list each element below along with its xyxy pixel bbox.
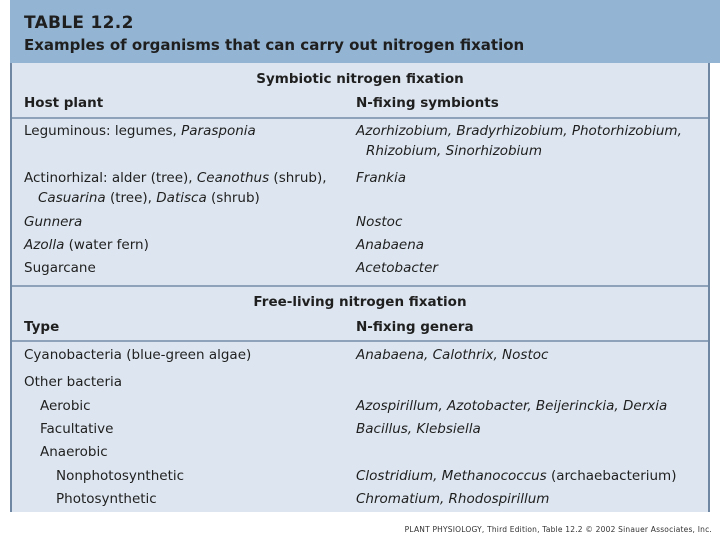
genera-photosynthetic: Chromatium, Rhodospirillum (356, 491, 550, 507)
symbiont-sugarcane: Acetobacter (356, 260, 438, 276)
symbiont-leguminous-line2: Rhizobium, Sinorhizobium (366, 143, 543, 159)
section-heading-symbiotic: Symbiotic nitrogen fixation (256, 71, 464, 87)
table-body (10, 63, 710, 512)
type-photosynthetic: Photosynthetic (56, 491, 157, 507)
type-cyanobacteria: Cyanobacteria (blue-green algae) (24, 347, 252, 363)
section-heading-free-living: Free-living nitrogen fixation (253, 294, 467, 310)
column-header-host-plant: Host plant (24, 95, 104, 111)
column-header-n-fixing-genera: N-fixing genera (356, 319, 474, 335)
symbiont-gunnera: Nostoc (356, 214, 403, 230)
divider (12, 117, 708, 119)
divider (12, 285, 708, 287)
table-title: Examples of organisms that can carry out nitrogen fixation (24, 36, 525, 54)
genera-cyanobacteria: Anabaena, Calothrix, Nostoc (356, 347, 549, 363)
type-nonphotosynthetic: Nonphotosynthetic (56, 468, 185, 484)
type-aerobic: Aerobic (40, 398, 91, 414)
column-header-type: Type (24, 319, 60, 335)
host-sugarcane: Sugarcane (24, 260, 96, 276)
host-actinorhizal-line1: Actinorhizal: alder (tree), Ceanothus (shrub), (24, 170, 327, 186)
credit-line: PLANT PHYSIOLOGY, Third Edition, Table 12.2 © 2002 Sinauer Associates, Inc. (404, 525, 712, 534)
type-other-bacteria: Other bacteria (24, 374, 123, 390)
column-header-n-fixing-symbionts: N-fixing symbionts (356, 95, 499, 111)
host-azolla: Azolla (water fern) (24, 237, 149, 253)
genera-nonphotosynthetic: Clostridium, Methanococcus (archaebacterium) (356, 468, 677, 484)
symbiont-actinorhizal: Frankia (356, 170, 406, 186)
table-number: TABLE 12.2 (24, 13, 134, 33)
host-gunnera: Gunnera (24, 214, 83, 230)
host-actinorhizal-line2: Casuarina (tree), Datisca (shrub) (38, 190, 260, 206)
genera-aerobic: Azospirillum, Azotobacter, Beijerinckia, Derxia (356, 398, 668, 414)
type-facultative: Facultative (40, 421, 114, 437)
host-leguminous: Leguminous: legumes, Parasponia (24, 123, 256, 139)
symbiont-leguminous-line1: Azorhizobium, Bradyrhizobium, Photorhizobium, (356, 123, 682, 139)
table-title-bar (10, 0, 720, 63)
divider (12, 340, 708, 342)
symbiont-azolla: Anabaena (356, 237, 425, 253)
type-anaerobic: Anaerobic (40, 444, 108, 460)
genera-facultative: Bacillus, Klebsiella (356, 421, 481, 437)
